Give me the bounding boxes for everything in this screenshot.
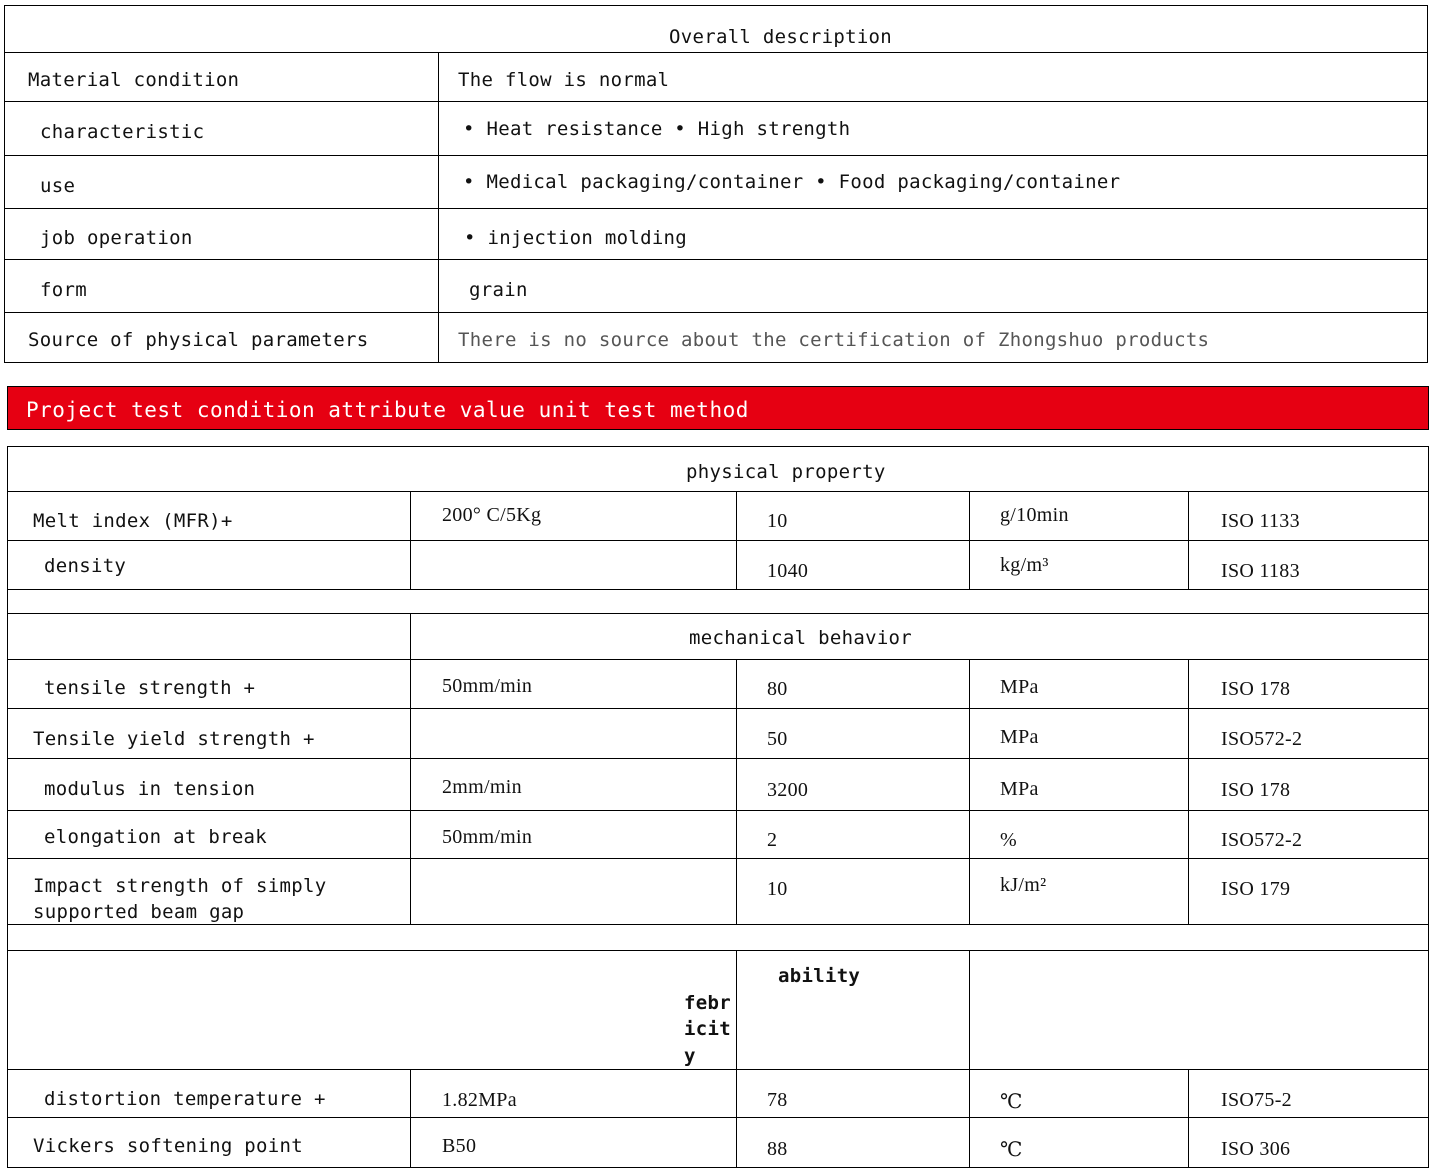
mechanical-behavior-header: mechanical behavior — [689, 627, 913, 649]
row-unit: kg/m³ — [1000, 554, 1049, 576]
banner-text: Project test condition attribute value unit test method — [26, 398, 749, 422]
row-method: ISO 178 — [1221, 678, 1291, 700]
row-unit: g/10min — [1000, 504, 1069, 526]
label-job-operation: job operation — [40, 227, 193, 249]
row-method: ISO572-2 — [1221, 728, 1303, 750]
thermal-header-left-1: febr — [684, 992, 731, 1014]
row-method: ISO572-2 — [1221, 829, 1303, 851]
thermal-header-left-2: icit — [684, 1018, 731, 1040]
row-method: ISO 1133 — [1221, 510, 1300, 532]
row-unit: MPa — [1000, 726, 1039, 748]
thermal-header-left-3: y — [684, 1045, 696, 1067]
value-form: grain — [469, 279, 528, 301]
value-characteristic: • Heat resistance • High strength — [463, 118, 851, 140]
row-item: modulus in tension — [44, 778, 256, 800]
thermal-header-right: ability — [778, 965, 861, 987]
value-source: There is no source about the certification of Zhongshuo products — [458, 329, 1210, 351]
value-use: • Medical packaging/container • Food packaging/container — [463, 171, 1121, 193]
row-method: ISO 179 — [1221, 878, 1291, 900]
row-item-line1: Impact strength of simply — [33, 875, 327, 897]
row-value: 50 — [767, 728, 788, 750]
row-value: 78 — [767, 1089, 788, 1111]
row-condition: 50mm/min — [442, 826, 533, 848]
row-unit: kJ/m² — [1000, 874, 1047, 896]
row-value: 3200 — [767, 779, 809, 801]
row-method: ISO 178 — [1221, 779, 1291, 801]
overall-header: Overall description — [669, 26, 893, 48]
row-item-line2: supported beam gap — [33, 901, 245, 923]
row-value: 88 — [767, 1138, 788, 1160]
column-header-banner — [7, 386, 1429, 430]
row-condition: 200° C/5Kg — [442, 504, 542, 526]
row-value: 2 — [767, 829, 778, 851]
label-form: form — [40, 279, 87, 301]
row-value: 10 — [767, 510, 788, 532]
physical-property-header: physical property — [686, 461, 886, 483]
row-method: ISO 1183 — [1221, 560, 1300, 582]
row-value: 10 — [767, 878, 788, 900]
label-source: Source of physical parameters — [28, 329, 369, 351]
label-material-condition: Material condition — [28, 69, 240, 91]
value-material-condition: The flow is normal — [458, 69, 670, 91]
row-method: ISO75-2 — [1221, 1089, 1292, 1111]
row-condition: 2mm/min — [442, 776, 522, 798]
row-item: density — [44, 555, 127, 577]
row-item: Tensile yield strength + — [33, 728, 315, 750]
label-use: use — [40, 175, 76, 197]
row-item: Vickers softening point — [33, 1135, 303, 1157]
row-condition: 50mm/min — [442, 675, 533, 697]
label-characteristic: characteristic — [40, 121, 205, 143]
row-value: 1040 — [767, 560, 809, 582]
row-unit: MPa — [1000, 778, 1039, 800]
row-condition: 1.82MPa — [442, 1089, 517, 1111]
row-item: tensile strength + — [44, 677, 256, 699]
row-unit: % — [1000, 829, 1017, 851]
row-method: ISO 306 — [1221, 1138, 1291, 1160]
row-item: Melt index (MFR)+ — [33, 510, 233, 532]
row-value: 80 — [767, 678, 788, 700]
row-item: distortion temperature + — [44, 1088, 326, 1110]
row-item: elongation at break — [44, 826, 268, 848]
row-condition: B50 — [442, 1135, 477, 1157]
value-job-operation: • injection molding — [464, 227, 688, 249]
row-unit: ℃ — [1000, 1091, 1023, 1113]
properties-table — [7, 446, 1429, 1168]
row-unit: MPa — [1000, 676, 1039, 698]
row-unit: ℃ — [1000, 1139, 1023, 1161]
